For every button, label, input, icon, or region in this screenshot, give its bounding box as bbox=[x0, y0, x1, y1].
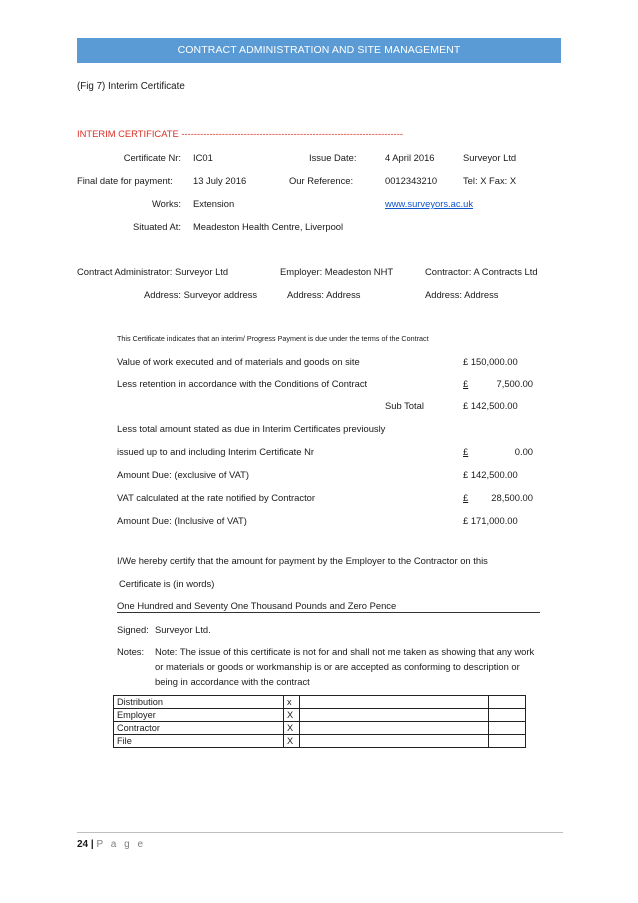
vat-amount bbox=[463, 492, 533, 503]
certify-line-1: I/We hereby certify that the amount for payment by the Employer to the Contractor on this bbox=[117, 555, 488, 566]
distribution-mark: X bbox=[284, 735, 300, 748]
issuer-name: Surveyor Ltd bbox=[463, 152, 517, 163]
table-row bbox=[114, 735, 526, 748]
distribution-mark: X bbox=[284, 722, 300, 735]
cert-nr-label: Certificate Nr: bbox=[123, 152, 181, 163]
value-of-work-label: Value of work executed and of materials and goods on site bbox=[117, 356, 360, 367]
notes-line-2: or materials or goods or workmanship is or are accepted as conforming to description or bbox=[155, 661, 520, 672]
blank-cell bbox=[489, 709, 526, 722]
employer-address: Address: Address bbox=[287, 289, 361, 300]
cert-nr-value: IC01 bbox=[193, 152, 213, 163]
amount-due-inc-vat: £ 171,000.00 bbox=[463, 515, 518, 526]
page-word: P a g e bbox=[96, 839, 146, 850]
distribution-name: Employer bbox=[114, 709, 284, 722]
final-date-label: Final date for payment: bbox=[77, 175, 173, 186]
distribution-name: File bbox=[114, 735, 284, 748]
page-footer bbox=[77, 839, 146, 850]
retention-amount bbox=[463, 378, 533, 389]
figure-caption: (Fig 7) Interim Certificate bbox=[77, 81, 185, 92]
amount-due-ex-vat: £ 142,500.00 bbox=[463, 469, 518, 480]
distribution-mark: X bbox=[284, 709, 300, 722]
website-link[interactable]: www.surveyors.ac.uk bbox=[385, 198, 474, 209]
amount-due-inc-vat-label: Amount Due: (Inclusive of VAT) bbox=[117, 515, 247, 526]
certificate-heading: INTERIM CERTIFICATE ----------------------------------------------------------------------- bbox=[77, 128, 403, 139]
notes-line-3: being in accordance with the contract bbox=[155, 676, 310, 687]
final-date-value: 13 July 2016 bbox=[193, 175, 247, 186]
issued-upto-label: issued up to and including Interim Certificate Nr bbox=[117, 446, 314, 457]
works-label: Works: bbox=[152, 198, 181, 209]
value-of-work-amount: £ 150,000.00 bbox=[463, 356, 518, 367]
blank-cell bbox=[489, 722, 526, 735]
works-value: Extension bbox=[193, 198, 235, 209]
less-total-label: Less total amount stated as due in Interim Certificates previously bbox=[117, 423, 386, 434]
distribution-name: Contractor bbox=[114, 722, 284, 735]
admin-address: Address: Surveyor address bbox=[144, 289, 258, 300]
blank-cell bbox=[489, 735, 526, 748]
issue-date-label: Issue Date: bbox=[309, 152, 357, 163]
contractor: Contractor: A Contracts Ltd bbox=[425, 266, 538, 277]
table-row bbox=[114, 709, 526, 722]
retention-currency: £ bbox=[463, 378, 469, 389]
situated-label: Situated At: bbox=[133, 221, 181, 232]
employer: Employer: Meadeston NHT bbox=[280, 266, 394, 277]
blank-cell bbox=[300, 709, 489, 722]
signed-label: Signed: bbox=[117, 624, 149, 635]
situated-value: Meadeston Health Centre, Liverpool bbox=[193, 221, 344, 232]
page-number: 24 bbox=[77, 839, 89, 850]
issue-date-value: 4 April 2016 bbox=[385, 152, 435, 163]
amount-due-ex-vat-label: Amount Due: (exclusive of VAT) bbox=[117, 469, 249, 480]
certificate-statement: This Certificate indicates that an interim/ Progress Payment is due under the terms of the Contract bbox=[117, 334, 429, 343]
table-row bbox=[114, 722, 526, 735]
page-header-bar bbox=[77, 38, 561, 63]
blank-cell bbox=[300, 722, 489, 735]
distribution-mark: x bbox=[284, 696, 300, 709]
vat-label: VAT calculated at the rate notified by Contractor bbox=[117, 492, 316, 503]
vat-value: 28,500.00 bbox=[491, 492, 533, 503]
page-separator: | bbox=[90, 839, 94, 850]
blank-cell bbox=[489, 696, 526, 709]
blank-cell bbox=[300, 735, 489, 748]
tel-fax: Tel: X Fax: X bbox=[463, 175, 517, 186]
contract-administrator: Contract Administrator: Surveyor Ltd bbox=[77, 266, 229, 277]
contractor-address: Address: Address bbox=[425, 289, 499, 300]
amount-in-words: One Hundred and Seventy One Thousand Pounds and Zero Pence bbox=[117, 600, 397, 611]
distribution-name: Distribution bbox=[114, 696, 284, 709]
blank-cell bbox=[300, 696, 489, 709]
retention-value: 7,500.00 bbox=[496, 378, 533, 389]
vat-currency: £ bbox=[463, 492, 469, 503]
notes-label: Notes: bbox=[117, 646, 145, 657]
certify-line-2: Certificate is (in words) bbox=[119, 578, 215, 589]
subtotal-label: Sub Total bbox=[385, 400, 424, 411]
table-row bbox=[114, 696, 526, 709]
signed-value: Surveyor Ltd. bbox=[155, 624, 211, 635]
subtotal-amount: £ 142,500.00 bbox=[463, 400, 518, 411]
issued-upto-value: 0.00 bbox=[514, 446, 533, 457]
our-reference-label: Our Reference: bbox=[289, 175, 354, 186]
issued-upto-amount bbox=[463, 446, 533, 457]
footer-divider bbox=[77, 832, 563, 833]
our-reference-value: 0012343210 bbox=[385, 175, 438, 186]
notes-line-1: Note: The issue of this certificate is not for and shall not me taken as showing that any work bbox=[155, 646, 535, 657]
header-title: CONTRACT ADMINISTRATION AND SITE MANAGEMENT bbox=[177, 44, 461, 56]
issued-upto-currency: £ bbox=[463, 446, 469, 457]
retention-label: Less retention in accordance with the Conditions of Contract bbox=[117, 378, 368, 389]
distribution-table bbox=[113, 695, 526, 748]
